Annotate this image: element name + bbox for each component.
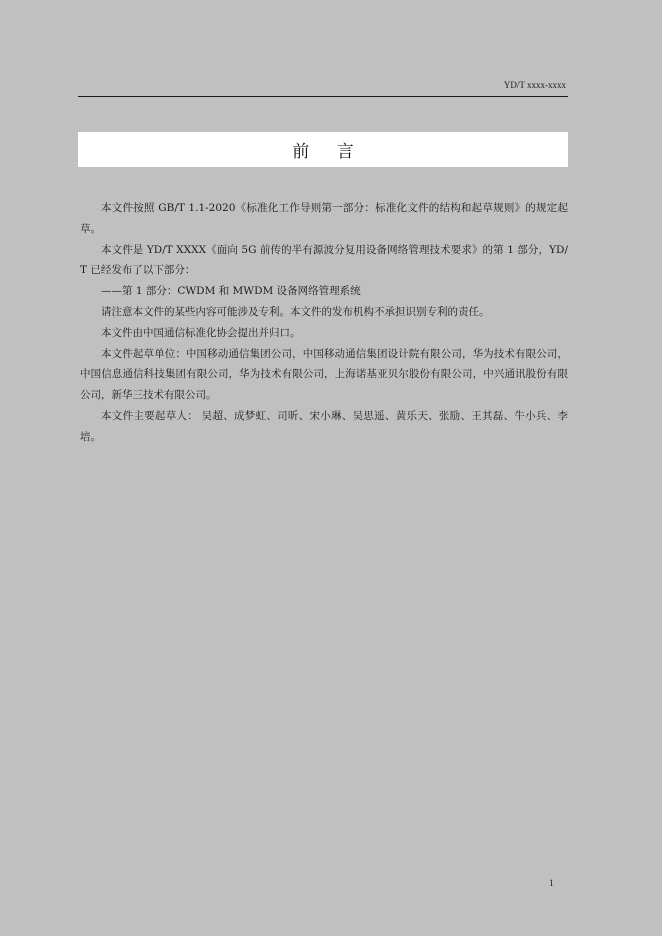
paragraph: 本文件按照 GB/T 1.1-2020《标准化工作导则第一部分：标准化文件的结构和起草规则》的规定起草。 [80, 202, 568, 235]
foreword-body [80, 198, 568, 448]
page-title: 前 言 [292, 142, 365, 162]
paragraph: 本文件是 YD/T XXXX《面向 5G 前传的半有源波分复用设备网络管理技术要求》的第 1 部分，YD/T 已经发布了以下部分： [80, 243, 568, 277]
paragraph: 本文件主要起草人： 吴超、成梦虹、司昕、宋小琳、吴思遥、黄乐天、张励、王其磊、牛小兵、李培。 [80, 409, 568, 443]
document-code: YD/T xxxx-xxxx [503, 80, 566, 90]
paragraph: ——第 1 部分：CWDM 和 MWDM 设备网络管理系统 [101, 285, 361, 298]
paragraph: 本文件由中国通信标准化协会提出并归口。 [101, 326, 301, 339]
paragraph: 本文件起草单位：中国移动通信集团公司，中国移动通信集团设计院有限公司，华为技术有限公司，中国信息通信科技集团有限公司，华为技术有限公司，上海诺基亚贝尔股份有限公司，中兴通讯股份有限公司，新华三技术有限公司。 [80, 347, 568, 402]
header-rule [78, 96, 568, 97]
paragraph: 请注意本文件的某些内容可能涉及专利。本文件的发布机构不承担识别专利的责任。 [101, 305, 490, 318]
title-banner [78, 132, 568, 167]
page-number: 1 [549, 878, 554, 888]
